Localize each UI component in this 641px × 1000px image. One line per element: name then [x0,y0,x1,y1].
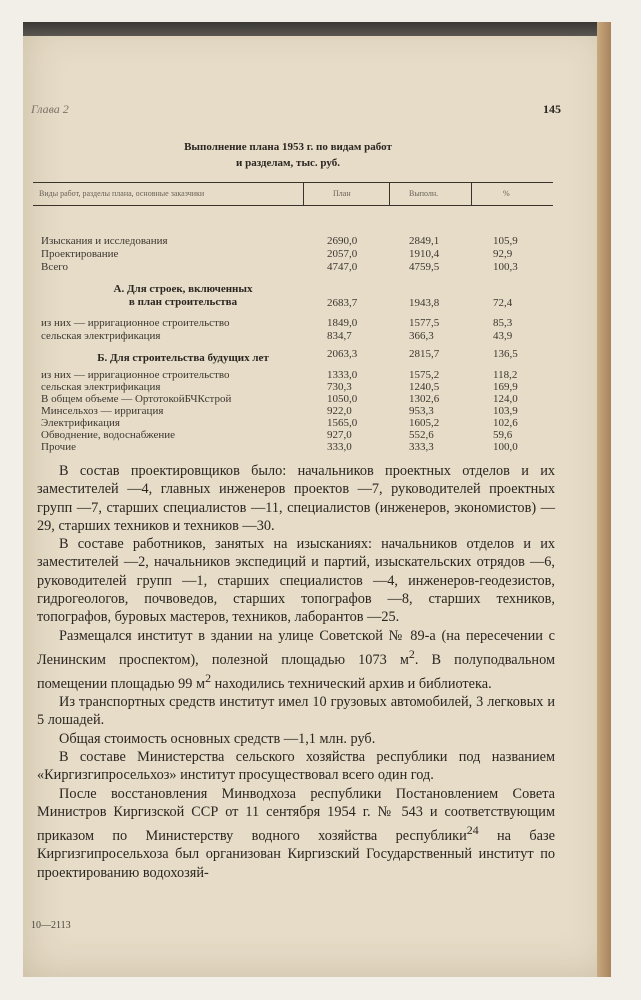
row-pct: 169,9 [493,381,518,393]
row-pct: 59,6 [493,429,513,441]
table-row [33,235,553,247]
paragraph-restoration-part1: После восстановления Минводхоза республики Постановлением Совета Министров Киргизской ССР от 11 сентября 1954 г. № 543 и соответствующим приказом по Министерству водного хозяйства республики [37,785,555,844]
row-pct: 105,9 [493,235,518,247]
row-plan: 1333,0 [327,369,358,381]
paragraph-transport: Из транспортных средств институт имел 10 грузовых автомобилей, 3 легковых и 5 лошадей. [37,694,555,729]
paragraph-building-part1: Размещался институт в здании на улице Советской № 89-а (на пересечении с Ленинским проспектом), полезной площадью 1073 м [37,627,555,668]
row-plan: 1050,0 [327,393,358,405]
page-number: 145 [543,102,561,116]
row-pct: 92,9 [493,248,513,260]
table-row [33,369,553,381]
table-title-line1: Выполнение плана 1953 г. по видам работ [184,141,392,153]
section-a-title-line2: в план строительства [128,296,238,308]
row-pct: 100,3 [493,261,518,273]
scan-top-edge [23,22,611,36]
table-title [83,139,493,171]
row-done: 1302,6 [409,393,440,405]
row-pct: 43,9 [493,330,513,342]
row-plan: 2683,7 [327,297,358,309]
table-header [33,182,553,206]
row-plan: 2063,3 [327,348,358,360]
row-pct: 124,0 [493,393,518,405]
paragraph-building [37,627,555,693]
row-plan: 1565,0 [327,417,358,429]
paragraph-restoration [37,785,555,882]
row-plan: 927,0 [327,429,352,441]
printer-signature: 10—2113 [31,920,71,931]
row-label: Проектирование [41,248,119,260]
row-label: В общем объеме — ОртотокойБЧКстрой [41,393,232,405]
header-divider [389,183,390,205]
row-label: Изыскания и исследования [41,235,168,247]
table-row [33,429,553,441]
book-spine-edge [597,22,611,977]
paragraph-building-part3: находились технический архив и библиотека. [211,675,492,692]
plan-table [33,182,553,506]
running-head [31,102,561,122]
row-plan: 4747,0 [327,261,358,273]
row-plan: 1849,0 [327,317,358,329]
row-pct: 85,3 [493,317,513,329]
section-b-title-text: Б. Для строительства будущих лет [97,352,269,364]
row-pct: 100,0 [493,441,518,453]
row-done: 1943,8 [409,297,440,309]
header-plan: План [333,189,351,198]
header-divider [471,183,472,205]
paragraph-assets: Общая стоимость основных средств —1,1 млн. руб. [59,730,376,747]
header-divider [303,183,304,205]
row-label: Прочие [41,441,76,453]
table-title-line2: и разделам, тыс. руб. [236,157,340,169]
row-done: 2849,1 [409,235,440,247]
paragraph-building-part2: . В полуподвальном помещении площадью 99 м [37,651,555,692]
table-row [33,248,553,260]
section-a-totals [33,297,553,309]
row-plan: 2690,0 [327,235,358,247]
table-row [33,405,553,417]
row-label: сельская электрификация [41,381,161,393]
paragraph-survey-staff: В составе работников, занятых на изысканиях: начальников отделов и их заместителей —2, начальников экспедиций и партий, изыскательских отрядов —6, руководителей групп —1, старших специалистов —4, инженеров-геодезистов, гидрогеологов, почвоведов, старших топографов —8, старших техников, топографов, буровых мастеров, техников, лаборантов —25. [37,536,555,626]
row-label: из них — ирригационное строительство [41,317,230,329]
row-label: сельская электрификация [41,330,161,342]
table-row [33,381,553,393]
row-plan: 2057,0 [327,248,358,260]
row-done: 953,3 [409,405,434,417]
row-label: Обводнение, водоснабжение [41,429,176,441]
row-done: 552,6 [409,429,434,441]
table-row [33,393,553,405]
row-pct: 103,9 [493,405,518,417]
row-done: 366,3 [409,330,434,342]
row-pct: 102,6 [493,417,518,429]
row-done: 1575,2 [409,369,440,381]
footnote-ref: 24 [466,823,479,838]
row-pct: 118,2 [493,369,518,381]
row-label: Электрификация [41,417,120,429]
row-done: 1605,2 [409,417,440,429]
row-plan: 333,0 [327,441,352,453]
row-done: 333,3 [409,441,434,453]
row-plan: 730,3 [327,381,352,393]
table-row [33,317,553,329]
row-done: 1577,5 [409,317,440,329]
book-page [23,22,611,977]
chapter-label: Глава 2 [31,102,69,116]
paragraph-staff: В состав проектировщиков было: начальников проектных отделов и их заместителей —4, главных инженеров проектов —7, руководителей проектных групп —7, старших специалистов —11, специалистов (инженеров, экономистов) —29, старших техников и техников —30. [37,463,555,534]
section-a-title-line1: А. Для строек, включенных [113,283,253,295]
superscript: 2 [205,671,212,686]
header-done: Выполн. [409,189,439,198]
table-body [33,206,553,506]
header-works: Виды работ, разделы плана, основные заказчики [39,189,205,198]
paragraph-ministry: В составе Министерства сельского хозяйства республики под названием «Киргизгипросельхоз» институт просуществовал всего один год. [37,748,555,784]
row-done: 2815,7 [409,348,440,360]
table-row [33,330,553,342]
row-plan: 834,7 [327,330,352,342]
row-label: Всего [41,261,68,273]
row-done: 1910,4 [409,248,440,260]
table-row [33,417,553,429]
row-plan: 922,0 [327,405,352,417]
row-label: Минсельхоз — ирригация [41,405,164,417]
superscript: 2 [408,646,415,661]
table-row [33,261,553,273]
section-b-totals [33,348,553,360]
table-row [33,441,553,453]
row-pct: 136,5 [493,348,518,360]
row-pct: 72,4 [493,297,513,309]
header-pct: % [503,189,510,198]
row-done: 1240,5 [409,381,440,393]
paragraph-restoration-part2: на базе Киргизгипросельхоза был организован Киргизский Государственный институт по проектированию водохозяй- [37,827,555,881]
row-done: 4759,5 [409,261,440,273]
body-text [37,462,555,882]
row-label: из них — ирригационное строительство [41,369,230,381]
